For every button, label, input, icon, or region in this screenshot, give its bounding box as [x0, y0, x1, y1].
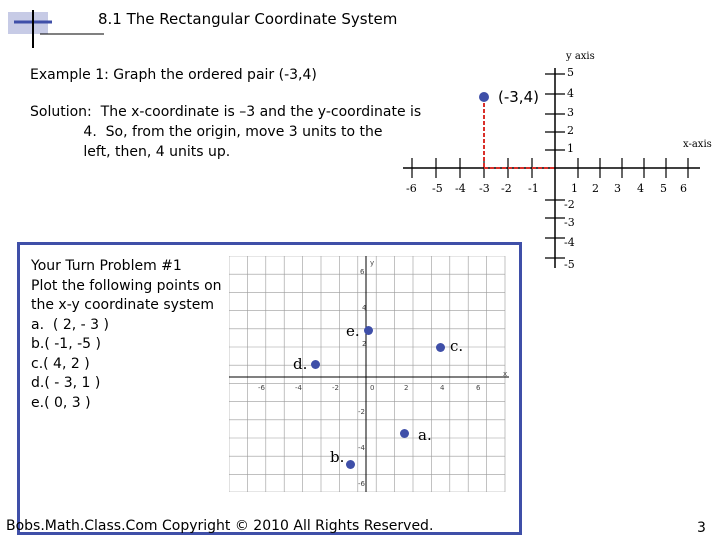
point-item-a: a. ( 2, - 3 ): [31, 316, 109, 333]
y-tick-label: 5: [567, 66, 574, 79]
y-tick-label: 3: [567, 106, 574, 119]
grid-y-label: 2: [362, 340, 367, 348]
your-turn-line: Plot the following points on: [31, 277, 222, 294]
point-item-c: c.( 4, 2 ): [31, 355, 90, 372]
grid-x-letter: x: [503, 370, 508, 378]
point-b-dot: [346, 460, 355, 469]
point-a-dot: [400, 429, 409, 438]
y-tick-label: 1: [567, 142, 574, 155]
grid-x-label: 6: [476, 384, 481, 392]
point-item-d: d.( - 3, 1 ): [31, 375, 101, 391]
x-tick-label: 3: [614, 182, 621, 195]
example-text: Example 1: Graph the ordered pair (-3,4): [30, 67, 317, 83]
solution-line-3: left, then, 4 units up.: [83, 144, 231, 160]
grid-x-label: -4: [295, 384, 302, 392]
point-d-dot: [311, 360, 320, 369]
grid-x-label: 4: [440, 384, 445, 392]
point-e-label: e.: [346, 322, 360, 340]
grid-x-label: -2: [332, 384, 339, 392]
y-tick-label: -5: [564, 258, 575, 271]
point-item-e: e.( 0, 3 ): [31, 394, 91, 411]
grid-y-label: -6: [358, 480, 365, 488]
grid-x-label: -6: [258, 384, 265, 392]
y-tick-label: -3: [564, 216, 575, 229]
grid-x-label: 2: [404, 384, 409, 392]
your-turn-text: [31, 257, 222, 413]
point-d-label: d.: [293, 355, 308, 373]
y-tick-label: 4: [567, 87, 574, 100]
point-label: (-3,4): [498, 88, 539, 106]
point-c-label: c.: [450, 337, 464, 355]
grid-y-label: 4: [362, 304, 367, 312]
x-tick-label: -5: [432, 182, 443, 195]
solution-line-1: Solution: The x-coordinate is –3 and the y-coordinate is: [30, 104, 422, 120]
your-turn-heading: Your Turn Problem #1: [31, 258, 182, 274]
x-tick-label: 1: [571, 182, 578, 195]
solution-line-2: 4. So, from the origin, move 3 units to the: [83, 124, 383, 140]
x-tick-label: 6: [680, 182, 687, 195]
grid-y-label: 6: [360, 268, 365, 276]
grid-y-label: -2: [358, 408, 365, 416]
x-tick-label: -2: [501, 182, 512, 195]
point-a-label: a.: [418, 426, 432, 444]
y-tick-label: -2: [564, 198, 575, 211]
point-e-dot: [364, 326, 373, 335]
footer-copyright: Bobs.Math.Class.Com Copyright © 2010 All Rights Reserved.: [6, 518, 434, 534]
x-tick-label: 5: [660, 182, 667, 195]
x-tick-label: -4: [455, 182, 466, 195]
page-title: 8.1 The Rectangular Coordinate System: [98, 10, 398, 28]
x-tick-label: 4: [637, 182, 644, 195]
x-tick-label: 2: [592, 182, 599, 195]
page-number: 3: [697, 520, 706, 536]
grid-y-label: -4: [358, 444, 365, 452]
x-tick-label: -3: [479, 182, 490, 195]
y-axis-label: y axis: [566, 51, 595, 62]
grid-y-letter: y: [370, 259, 375, 267]
grid-x-label: 0: [370, 384, 375, 392]
point-item-b: b.( -1, -5 ): [31, 336, 101, 352]
x-tick-label: -6: [406, 182, 417, 195]
x-axis-label: x-axis: [683, 139, 712, 150]
practice-grid: [229, 256, 519, 492]
point-c-dot: [436, 343, 445, 352]
point-b-label: b.: [330, 448, 345, 466]
your-turn-line: the x-y coordinate system: [31, 297, 214, 313]
y-tick-label: -4: [564, 236, 575, 249]
y-tick-label: 2: [567, 124, 574, 137]
x-tick-label: -1: [528, 182, 539, 195]
